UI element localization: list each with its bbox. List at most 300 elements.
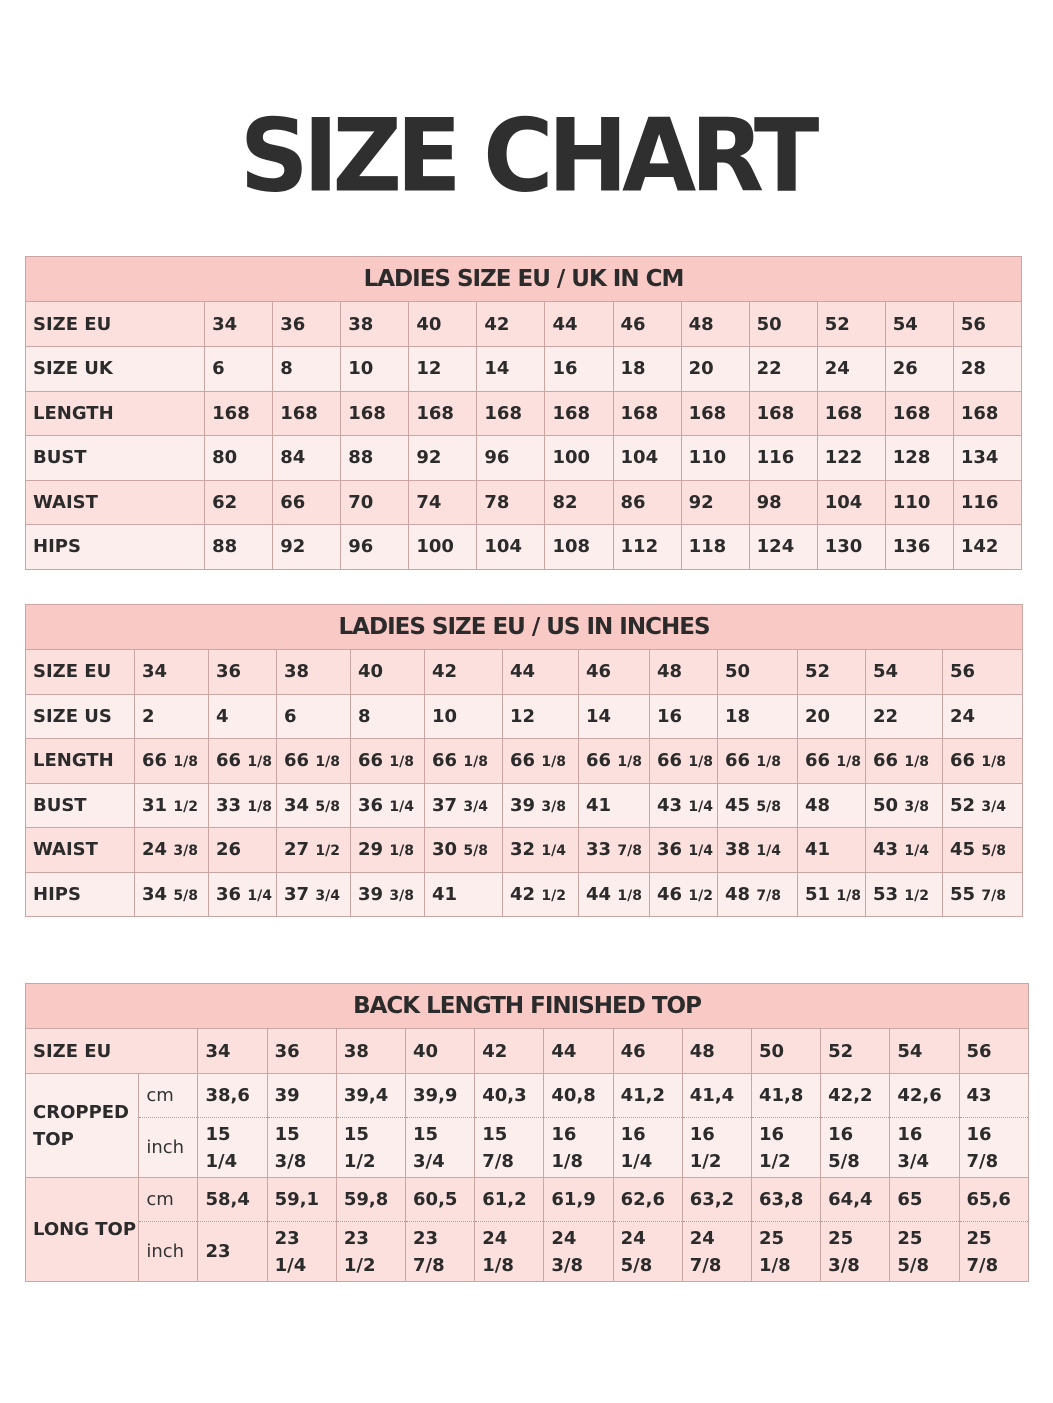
cell-whole: 18: [725, 705, 751, 727]
cell-whole: 56: [950, 661, 976, 683]
cell-fraction: 1/2: [541, 887, 566, 904]
table-cell: 62,6: [613, 1178, 682, 1222]
table-cell: 92: [409, 436, 477, 481]
table-cell: 16 5/8: [821, 1118, 890, 1178]
cell-fraction: 1/8: [389, 754, 414, 771]
row-label: BUST: [26, 783, 135, 828]
table-cell: 10: [341, 347, 409, 392]
table-cell: [277, 650, 351, 695]
table-cell: 23 1/4: [267, 1222, 336, 1282]
table-cell: 58,4: [198, 1178, 267, 1222]
row-label: SIZE EU: [26, 650, 135, 695]
unit-label: inch: [139, 1118, 198, 1178]
cell-fraction: 3/4: [315, 887, 340, 904]
cell-whole: 66: [805, 750, 831, 772]
table-cell: 20: [681, 347, 749, 392]
table-cell: 36: [273, 302, 341, 347]
table-cell: [866, 694, 943, 739]
cell-whole: 40: [358, 661, 384, 683]
table-cell: [650, 828, 718, 873]
table-cell: 16 1/8: [544, 1118, 613, 1178]
table-cell: 25 1/8: [751, 1222, 820, 1282]
table-cell: 46: [613, 302, 681, 347]
row-label: SIZE US: [26, 694, 135, 739]
cell-whole: 66: [725, 750, 751, 772]
table-cell: 128: [885, 436, 953, 481]
cell-fraction: 1/8: [463, 754, 488, 771]
unit-label: cm: [139, 1074, 198, 1118]
table-cell: 136: [885, 525, 953, 570]
table-cell: 61,9: [544, 1178, 613, 1222]
cell-whole: 12: [510, 705, 536, 727]
cell-fraction: 1/8: [541, 754, 566, 771]
table-cell: 24 1/8: [475, 1222, 544, 1282]
table-cell: 6: [205, 347, 273, 392]
table-cell: 46: [613, 1029, 682, 1074]
cell-fraction: 1/2: [173, 798, 198, 815]
cell-whole: 48: [657, 661, 683, 683]
table-cell: 63,8: [751, 1178, 820, 1222]
table-cell: [425, 872, 503, 917]
cell-fraction: 1/4: [688, 798, 713, 815]
cell-whole: 45: [725, 794, 751, 816]
table-cell: [866, 872, 943, 917]
cell-whole: 39: [510, 794, 536, 816]
table-cell: [579, 694, 650, 739]
table-cell: 116: [953, 480, 1021, 525]
row-label: SIZE EU: [26, 302, 205, 347]
cell-whole: 42: [432, 661, 458, 683]
cell-whole: 10: [432, 705, 458, 727]
table-cell: 39: [267, 1074, 336, 1118]
cell-whole: 16: [657, 705, 683, 727]
cell-whole: 26: [216, 839, 242, 861]
table-cell: [425, 650, 503, 695]
back-length-table: [25, 983, 1029, 1282]
table-cell: 168: [953, 391, 1021, 436]
table-cell: [351, 828, 425, 873]
table-cell: 65: [890, 1178, 959, 1222]
cell-fraction: 3/8: [389, 887, 414, 904]
table-cell: [209, 739, 277, 784]
table-cell: 43: [959, 1074, 1028, 1118]
table-cell: 108: [545, 525, 613, 570]
cell-fraction: 1/8: [617, 754, 642, 771]
table-cell: 54: [885, 302, 953, 347]
row-label: LENGTH: [26, 739, 135, 784]
cell-fraction: 1/8: [836, 887, 861, 904]
row-label: HIPS: [26, 525, 205, 570]
cell-fraction: 1/8: [247, 798, 272, 815]
table-cell: [425, 739, 503, 784]
table-cell: 18: [613, 347, 681, 392]
table-row: [26, 391, 1022, 436]
table-cell: [135, 694, 209, 739]
table-cell: 15 7/8: [475, 1118, 544, 1178]
table-cell: 92: [681, 480, 749, 525]
table-cell: [277, 783, 351, 828]
table-cell: [351, 739, 425, 784]
cell-fraction: 1/8: [389, 843, 414, 860]
cell-fraction: 1/4: [247, 887, 272, 904]
cell-whole: 43: [657, 794, 683, 816]
cell-whole: 8: [358, 705, 371, 727]
cell-whole: 46: [657, 883, 683, 905]
table-cell: 62: [205, 480, 273, 525]
table-cell: 168: [341, 391, 409, 436]
table-cell: [943, 872, 1023, 917]
cell-whole: 4: [216, 705, 229, 727]
table-cell: [718, 828, 798, 873]
table-cell: 66: [273, 480, 341, 525]
cell-whole: 44: [510, 661, 536, 683]
cell-whole: 36: [216, 883, 242, 905]
table-cell: [718, 650, 798, 695]
table-cell: [650, 650, 718, 695]
table-cell: 168: [409, 391, 477, 436]
cell-whole: 34: [284, 794, 310, 816]
table-cell: [943, 739, 1023, 784]
table-row: [26, 783, 1023, 828]
unit-label: cm: [139, 1178, 198, 1222]
cell-whole: 41: [586, 794, 612, 816]
cell-whole: 48: [805, 794, 831, 816]
table-cell: [579, 828, 650, 873]
table-cell: [866, 739, 943, 784]
table-cell: 84: [273, 436, 341, 481]
table-cell: 40: [409, 302, 477, 347]
table-row: [26, 436, 1022, 481]
table-cell: [650, 694, 718, 739]
table-cell: 44: [544, 1029, 613, 1074]
row-label: BUST: [26, 436, 205, 481]
table-cell: 42: [477, 302, 545, 347]
table-row: [26, 1178, 1029, 1222]
table-cell: [277, 872, 351, 917]
cell-fraction: 3/8: [541, 798, 566, 815]
table-cell: 56: [959, 1029, 1028, 1074]
size-table-cm: [25, 256, 1022, 570]
table-cell: [866, 828, 943, 873]
table-cell: 52: [821, 1029, 890, 1074]
table-cell: 15 3/4: [406, 1118, 475, 1178]
table-cell: 41,2: [613, 1074, 682, 1118]
table-cell: [135, 650, 209, 695]
table-cell: [503, 650, 579, 695]
table-cell: 15 1/2: [336, 1118, 405, 1178]
table-cell: [798, 739, 866, 784]
row-label: WAIST: [26, 480, 205, 525]
table-cell: [718, 872, 798, 917]
table-cell: 70: [341, 480, 409, 525]
table-cell: [277, 694, 351, 739]
table-cell: [135, 739, 209, 784]
cell-fraction: 5/8: [756, 798, 781, 815]
cell-whole: 53: [873, 883, 899, 905]
table-cell: 142: [953, 525, 1021, 570]
table-cell: 16 7/8: [959, 1118, 1028, 1178]
table-cell: [943, 650, 1023, 695]
table-cell: 65,6: [959, 1178, 1028, 1222]
cell-whole: 51: [805, 883, 831, 905]
table-cell: 42,2: [821, 1074, 890, 1118]
table-cell: [943, 694, 1023, 739]
cell-whole: 66: [284, 750, 310, 772]
cell-whole: 44: [586, 883, 612, 905]
table-cell: [943, 783, 1023, 828]
cell-whole: 50: [873, 794, 899, 816]
table-row: [26, 1029, 1029, 1074]
table-cell: 96: [477, 436, 545, 481]
table-cell: [718, 694, 798, 739]
table-cell: 54: [890, 1029, 959, 1074]
table-cell: 24: [817, 347, 885, 392]
table-cell: [718, 739, 798, 784]
table-cell: 104: [613, 436, 681, 481]
cell-whole: 2: [142, 705, 155, 727]
table-cell: 39,9: [406, 1074, 475, 1118]
table-cell: 48: [682, 1029, 751, 1074]
table-cell: 44: [545, 302, 613, 347]
table-cell: [650, 739, 718, 784]
cell-whole: 20: [805, 705, 831, 727]
table-cell: 168: [885, 391, 953, 436]
table-cell: [798, 694, 866, 739]
row-label: SIZE EU: [26, 1029, 198, 1074]
table-cell: [277, 739, 351, 784]
group-label: CROPPED TOP: [26, 1074, 139, 1178]
table-cell: 82: [545, 480, 613, 525]
cell-fraction: 1/4: [541, 843, 566, 860]
table-row: [26, 739, 1023, 784]
cell-whole: 52: [950, 794, 976, 816]
table-cell: 61,2: [475, 1178, 544, 1222]
table-cell: 50: [749, 302, 817, 347]
cell-fraction: 5/8: [463, 843, 488, 860]
size-table-inches: [25, 604, 1023, 917]
row-label: LENGTH: [26, 391, 205, 436]
cell-fraction: 1/4: [756, 843, 781, 860]
table-cell: 25 5/8: [890, 1222, 959, 1282]
unit-label: inch: [139, 1222, 198, 1282]
table-cell: [798, 783, 866, 828]
table-row: [26, 302, 1022, 347]
table-cell: 16 1/4: [613, 1118, 682, 1178]
table-cell: 118: [681, 525, 749, 570]
cell-fraction: 1/8: [173, 754, 198, 771]
cell-whole: 36: [358, 794, 384, 816]
row-label: SIZE UK: [26, 347, 205, 392]
table-cell: 14: [477, 347, 545, 392]
table-cell: [943, 828, 1023, 873]
cell-whole: 38: [725, 839, 751, 861]
table-row: [26, 1074, 1029, 1118]
cell-whole: 66: [657, 750, 683, 772]
cell-whole: 48: [725, 883, 751, 905]
cell-whole: 66: [216, 750, 242, 772]
cell-fraction: 1/8: [247, 754, 272, 771]
table-cell: [650, 783, 718, 828]
table-cell: 92: [273, 525, 341, 570]
table-cell: 134: [953, 436, 1021, 481]
table-cell: 110: [885, 480, 953, 525]
cell-fraction: 1/2: [904, 887, 929, 904]
table-row: [26, 525, 1022, 570]
table-cell: [579, 783, 650, 828]
table-cell: 38: [336, 1029, 405, 1074]
table-cell: 104: [817, 480, 885, 525]
table-cell: 12: [409, 347, 477, 392]
cell-fraction: 1/2: [315, 843, 340, 860]
cell-whole: 33: [586, 839, 612, 861]
cell-fraction: 1/8: [836, 754, 861, 771]
table-cell: 24 3/8: [544, 1222, 613, 1282]
table-cell: [425, 783, 503, 828]
cell-whole: 45: [950, 839, 976, 861]
cell-whole: 43: [873, 839, 899, 861]
table-cell: 168: [817, 391, 885, 436]
table-caption: LADIES SIZE EU / US IN INCHES: [26, 605, 1023, 650]
table-cell: [798, 828, 866, 873]
cell-whole: 66: [950, 750, 976, 772]
table-cell: 16: [545, 347, 613, 392]
cell-fraction: 5/8: [315, 798, 340, 815]
table-cell: [135, 828, 209, 873]
cell-fraction: 1/8: [617, 887, 642, 904]
cell-whole: 66: [358, 750, 384, 772]
table-cell: 112: [613, 525, 681, 570]
table-cell: 130: [817, 525, 885, 570]
cell-fraction: 1/8: [981, 754, 1006, 771]
cell-whole: 24: [142, 839, 168, 861]
table-cell: 39,4: [336, 1074, 405, 1118]
table-cell: 168: [205, 391, 273, 436]
cell-whole: 46: [586, 661, 612, 683]
cell-whole: 38: [284, 661, 310, 683]
table-cell: [425, 828, 503, 873]
table-cell: 34: [205, 302, 273, 347]
cell-whole: 66: [586, 750, 612, 772]
cell-whole: 34: [142, 883, 168, 905]
cell-whole: 54: [873, 661, 899, 683]
table-cell: 15 1/4: [198, 1118, 267, 1178]
table-cell: 168: [545, 391, 613, 436]
cell-whole: 32: [510, 839, 536, 861]
table-cell: [135, 783, 209, 828]
table-cell: [351, 694, 425, 739]
table-cell: 16 1/2: [751, 1118, 820, 1178]
cell-whole: 6: [284, 705, 297, 727]
table-cell: 42,6: [890, 1074, 959, 1118]
table-cell: 88: [341, 436, 409, 481]
table-cell: 110: [681, 436, 749, 481]
cell-whole: 41: [805, 839, 831, 861]
table-cell: [798, 872, 866, 917]
table-cell: 78: [477, 480, 545, 525]
cell-whole: 36: [216, 661, 242, 683]
table-cell: 88: [205, 525, 273, 570]
cell-whole: 52: [805, 661, 831, 683]
table-cell: 168: [273, 391, 341, 436]
cell-whole: 50: [725, 661, 751, 683]
table-cell: 40,8: [544, 1074, 613, 1118]
cell-whole: 41: [432, 883, 458, 905]
table-cell: 168: [613, 391, 681, 436]
table-cell: 63,2: [682, 1178, 751, 1222]
cell-whole: 42: [510, 883, 536, 905]
table-cell: 59,1: [267, 1178, 336, 1222]
table-cell: 59,8: [336, 1178, 405, 1222]
table-cell: 104: [477, 525, 545, 570]
table-cell: 48: [681, 302, 749, 347]
table-cell: 34: [198, 1029, 267, 1074]
cell-fraction: 1/4: [389, 798, 414, 815]
cell-whole: 27: [284, 839, 310, 861]
table-row: [26, 1222, 1029, 1282]
table-cell: [351, 872, 425, 917]
table-cell: 16 3/4: [890, 1118, 959, 1178]
table-cell: [209, 694, 277, 739]
table-cell: [209, 650, 277, 695]
cell-fraction: 3/4: [463, 798, 488, 815]
table-cell: 15 3/8: [267, 1118, 336, 1178]
cell-fraction: 3/8: [904, 798, 929, 815]
table-row: [26, 347, 1022, 392]
cell-whole: 66: [873, 750, 899, 772]
table-cell: [503, 739, 579, 784]
cell-whole: 39: [358, 883, 384, 905]
table-cell: 26: [885, 347, 953, 392]
table-caption: BACK LENGTH FINISHED TOP: [26, 984, 1029, 1029]
table-row: [26, 828, 1023, 873]
table-cell: 124: [749, 525, 817, 570]
table-caption: LADIES SIZE EU / UK IN CM: [26, 257, 1022, 302]
table-cell: 24 7/8: [682, 1222, 751, 1282]
row-label: WAIST: [26, 828, 135, 873]
table-cell: [503, 872, 579, 917]
table-cell: 40,3: [475, 1074, 544, 1118]
row-label: HIPS: [26, 872, 135, 917]
table-cell: 36: [267, 1029, 336, 1074]
table-cell: [579, 739, 650, 784]
cell-fraction: 1/8: [688, 754, 713, 771]
cell-whole: 37: [432, 794, 458, 816]
cell-whole: 14: [586, 705, 612, 727]
table-cell: [135, 872, 209, 917]
table-cell: 25 3/8: [821, 1222, 890, 1282]
cell-fraction: 1/4: [904, 843, 929, 860]
table-cell: 98: [749, 480, 817, 525]
cell-whole: 66: [510, 750, 536, 772]
cell-fraction: 3/8: [173, 843, 198, 860]
cell-whole: 55: [950, 883, 976, 905]
cell-fraction: 5/8: [173, 887, 198, 904]
table-cell: 168: [477, 391, 545, 436]
table-cell: 41,8: [751, 1074, 820, 1118]
table-cell: 23 1/2: [336, 1222, 405, 1282]
cell-fraction: 1/8: [904, 754, 929, 771]
table-cell: 28: [953, 347, 1021, 392]
cell-whole: 30: [432, 839, 458, 861]
cell-whole: 34: [142, 661, 168, 683]
table-cell: 23: [198, 1222, 267, 1282]
table-cell: 122: [817, 436, 885, 481]
table-cell: 52: [817, 302, 885, 347]
table-cell: [351, 650, 425, 695]
table-row: [26, 694, 1023, 739]
table-cell: [503, 783, 579, 828]
table-cell: 38: [341, 302, 409, 347]
